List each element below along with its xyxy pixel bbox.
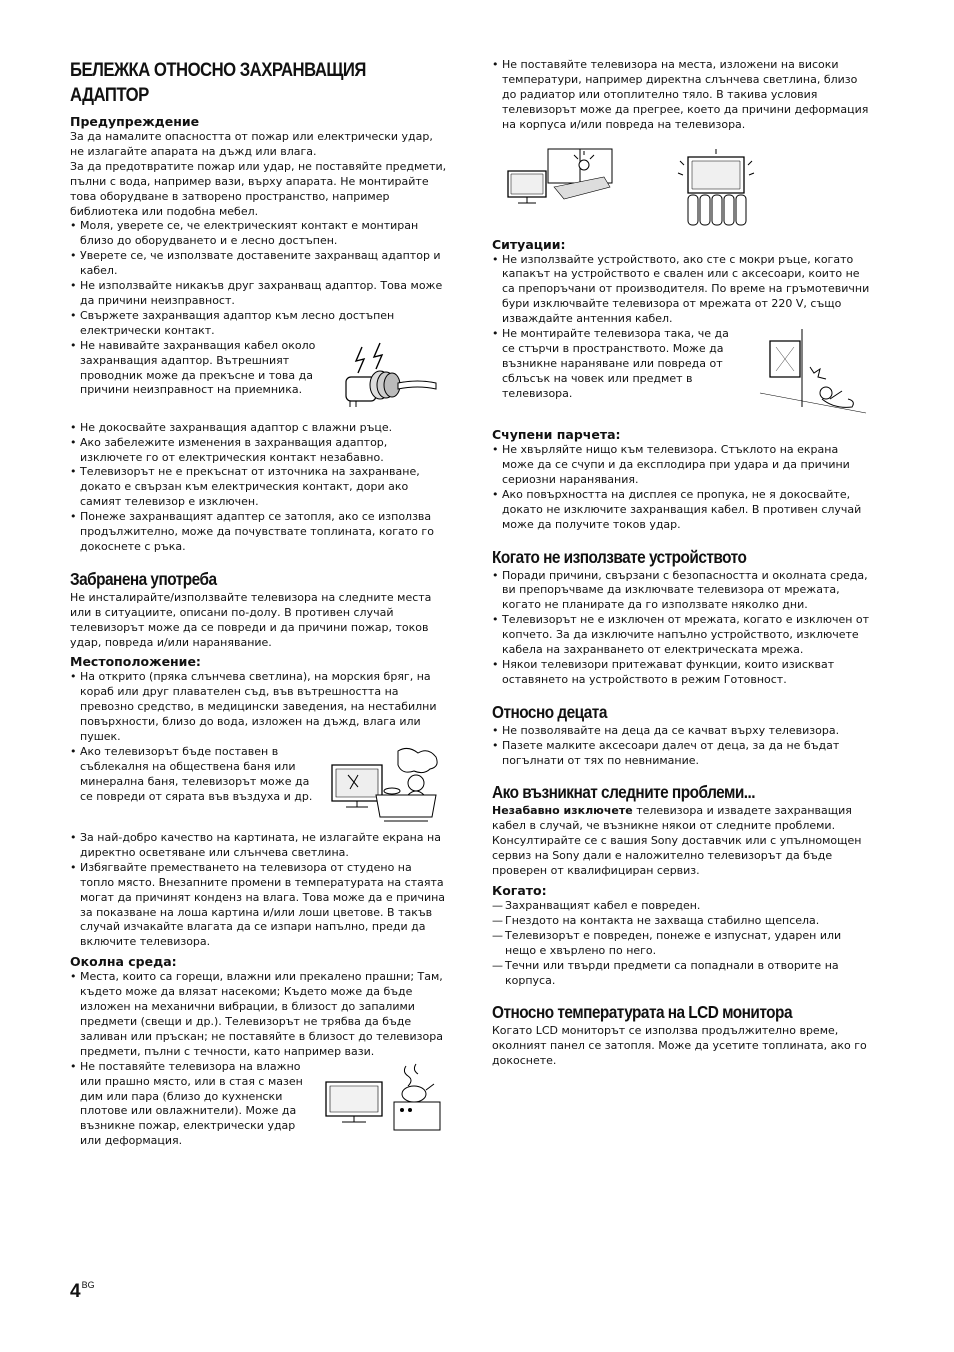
- coil-warning-block: [70, 339, 448, 411]
- left-column: [70, 58, 448, 1149]
- wall-mount-warning-block: [492, 327, 870, 417]
- broken-pieces-list: [492, 443, 870, 532]
- list-item: • Не навивайте захранващия кабел около захранващия адаптор. Вътрешният проводник може да прекъсне и това да причини неизправност на приемника.: [70, 339, 326, 399]
- adapter-title-line-2: АДАПТОР: [70, 85, 149, 106]
- not-using-list: [492, 569, 870, 688]
- situations-list: [492, 253, 870, 328]
- list-item: • Не позволявайте на деца да се качват върху телевизора.: [492, 724, 870, 739]
- warning-bullet-list: [70, 219, 448, 338]
- list-item: • Пазете малките аксесоари далеч от деца, за да не бъдат погълнати от тях по невнимание.: [492, 739, 870, 769]
- list-item: • Не използвайте никакъв друг захранващ адаптор. Това може да причини неизправност.: [70, 279, 448, 309]
- list-item: • На открито (пряка слънчева светлина), на морския бряг, на кораб или друг плавателен съд, във вътрешността на превозно средство, в медицински заведения, на нестабилни повърхности, близо до вода, изложен на дъжд, влага или пушек.: [70, 670, 448, 745]
- adapter-section-title: [70, 58, 403, 108]
- list-item: • Свържете захранващия адаптор към лесно достъпен електрически контакт.: [70, 309, 448, 339]
- wall-mounted-tv-collision-illustration: [756, 327, 870, 417]
- list-item: • Ако забележите изменения в захранващия адаптор, изключете го от електрическия контакт незабавно.: [70, 436, 448, 466]
- page-number: [70, 1280, 95, 1303]
- list-item: — Захранващият кабел е повреден.: [492, 899, 870, 914]
- radiator-tv-illustration: [674, 147, 764, 227]
- bathhouse-tv-illustration: [328, 745, 444, 825]
- location-list: [70, 670, 448, 745]
- children-title: Относно децата: [492, 701, 607, 722]
- problems-title: Ако възникнат следните проблеми...: [492, 782, 756, 803]
- when-list: [492, 899, 870, 988]
- bath-warning-block: [70, 745, 448, 825]
- environment-heading: Околна среда:: [70, 954, 177, 970]
- adapter-title-line-1: БЕЛЕЖКА ОТНОСНО ЗАХРАНВАЩИЯ: [70, 60, 366, 81]
- list-item: — Гнездото на контакта не захваща стабилно щепсела.: [492, 914, 870, 929]
- list-item: • Не монтирайте телевизора така, че да се стърчи в пространството. Може да възникне нараняване или повреда от сблъсък на човек или предмет в телевизора.: [492, 327, 734, 402]
- list-item: — Телевизорът е повреден, понеже е изпуснат, ударен или нещо е хвърлено по него.: [492, 929, 870, 959]
- problems-text: телевизора и извадете захранващия кабел в случай, че възникне някои от следните проблеми. Консултирайте се с вашия Sony доставчик или с упълномощен сервиз на Sony дали е наложително телевизорът да бъде проверен от квалифициран сервиз.: [492, 804, 862, 878]
- location-list-2: [70, 831, 448, 950]
- list-item: • Избягвайте преместването на телевизора от студено на топло място. Внезапните промени в температурата на стаята могат да причинят конденз на влага. Това може да е причина за показване на лоша картина и/или лоши цветове. В такъв случай изчакайте влагата да се изпари напълно, преди да включите телевизора.: [70, 861, 448, 950]
- prohibited-use-title: Забранена употреба: [70, 568, 217, 589]
- heat-illustrations: [492, 147, 870, 227]
- lcd-temperature-title: Относно температурата на LCD монитора: [492, 1002, 792, 1023]
- kitchen-steam-tv-illustration: [322, 1060, 446, 1132]
- coiled-adapter-illustration: [332, 339, 444, 411]
- list-item: • Не поставяйте телевизора на влажно или прашно място, или в стая с мазен дим или пара (близо до кухненски плотове или овлажнители). Може да възникне пожар, електрически удар или деформация.: [70, 1060, 310, 1149]
- prohibited-use-paragraph: Не инсталирайте/използвайте телевизора на следните места или в ситуациите, описани по-долу. В противен случай телевизорът може да се повреди и да причини пожар, токов удар, повреда и/или наранявание.: [70, 590, 432, 649]
- not-using-title: Когато не използвате устройството: [492, 546, 747, 567]
- location-heading: Местоположение:: [70, 654, 201, 670]
- list-item: • Не хвърляйте нищо към телевизора. Стъклото на екрана може да се счупи и да експлодира при удара и да причини сериозни наранявания.: [492, 443, 870, 488]
- list-item: • Телевизорът не е изключен от мрежата, когато е изключен от копчето. За да изключите напълно устройството, изключете кабела на захранването от електрическата мрежа.: [492, 613, 870, 658]
- problems-bold-lead: Незабавно изключете: [492, 804, 633, 818]
- list-item: • Някои телевизори притежават функции, които изискват оставянето на устройството в режим Готовност.: [492, 658, 870, 688]
- list-item: • Уверете се, че използвате доставените захранващ адаптор и кабел.: [70, 249, 448, 279]
- list-item: • Понеже захранващият адаптер се затопля, ако се използва продължително, може да почувствате топлината, когато го докоснете с ръка.: [70, 510, 448, 555]
- heat-list: [492, 58, 870, 133]
- list-item: • Не докосвайте захранващия адаптор с влажни ръце.: [70, 421, 448, 436]
- problems-paragraph: [492, 804, 870, 879]
- broken-pieces-heading: Счупени парчета:: [492, 427, 621, 443]
- warning-paragraph-1: За да намалите опасността от пожар или електрически удар, не излагайте апарата на дъжд или влага.: [70, 130, 433, 158]
- warning-paragraph-2: За да предотвратите пожар или удар, не поставяйте предмети, пълни с вода, например вази, върху апарата. Не монтирайте това оборудване в затворено пространство, например библиотека или подобна мебел.: [70, 159, 447, 218]
- list-item: • Не използвайте устройството, ако сте с мокри ръце, когато капакът на устройството е свален или с аксесоари, които не са препоръчани от производителя. По време на гръмотевични бури изключвайте телевизора от мрежата от 220 V, също изваждайте антенния кабел.: [492, 253, 870, 328]
- page-language-suffix: BG: [81, 1280, 95, 1290]
- list-item: • Моля, уверете се, че електрическият контакт е монтиран близо до оборудването и е лесно достъпен.: [70, 219, 448, 249]
- situations-heading: Ситуации:: [492, 236, 566, 252]
- warning-heading: Предупреждение: [70, 114, 200, 129]
- list-item: • Телевизорът не е прекъснат от източника на захранване, докато е свързан към електрическия контакт, дори ако самият телевизор е изключен.: [70, 465, 448, 510]
- environment-list: [70, 970, 448, 1059]
- list-item: • Ако телевизорът бъде поставен в съблекалня на обществена баня или минерална баня, телевизорът може да се повреди от сярата във въздуха и др.: [70, 745, 320, 805]
- list-item: • Не поставяйте телевизора на места, изложени на високи температури, например директна слънчева светлина, близо до радиатор или отоплително тяло. В такива условия телевизорът може да прегрее, което да причини деформация на корпуса и/или повреда на телевизора.: [492, 58, 870, 133]
- warning-bullet-list-2: [70, 421, 448, 555]
- list-item: • За най-добро качество на картината, не излагайте екрана на директно осветяване или слънчева светлина.: [70, 831, 448, 861]
- children-list: [492, 724, 870, 769]
- list-item: — Течни или твърди предмети са попаднали в отворите на корпуса.: [492, 959, 870, 989]
- when-heading: Когато:: [492, 883, 547, 898]
- sunlight-window-tv-illustration: [504, 147, 614, 207]
- kitchen-warning-block: [70, 1060, 448, 1149]
- lcd-temperature-paragraph: Когато LCD мониторът се използва продължително време, околният панел се затопля. Може да усетите топлината, ако го докоснете.: [492, 1024, 867, 1068]
- list-item: • Поради причини, свързани с безопасността и околната среда, ви препоръчваме да изключвате телевизора от мрежата, когато не планирате да го използвате няколко дни.: [492, 569, 870, 614]
- list-item: • Места, които са горещи, влажни или прекалено прашни; Там, където може да влязат насекоми; Където може да бъде изложен на механични вибрации, в близост до запалими предмети (свещи и др.). Телевизорът не трябва да бъде заливан или пръскан; не поставяйте в близост до телевизора предмети, пълни с течности, като например вази.: [70, 970, 448, 1059]
- list-item: • Ако повърхността на дисплея се пропука, не я докосвайте, докато не изключите захранващия кабел. В противен случай може да получите токов удар.: [492, 488, 870, 533]
- right-column: [492, 58, 870, 1069]
- page-number-value: 4: [70, 1281, 81, 1302]
